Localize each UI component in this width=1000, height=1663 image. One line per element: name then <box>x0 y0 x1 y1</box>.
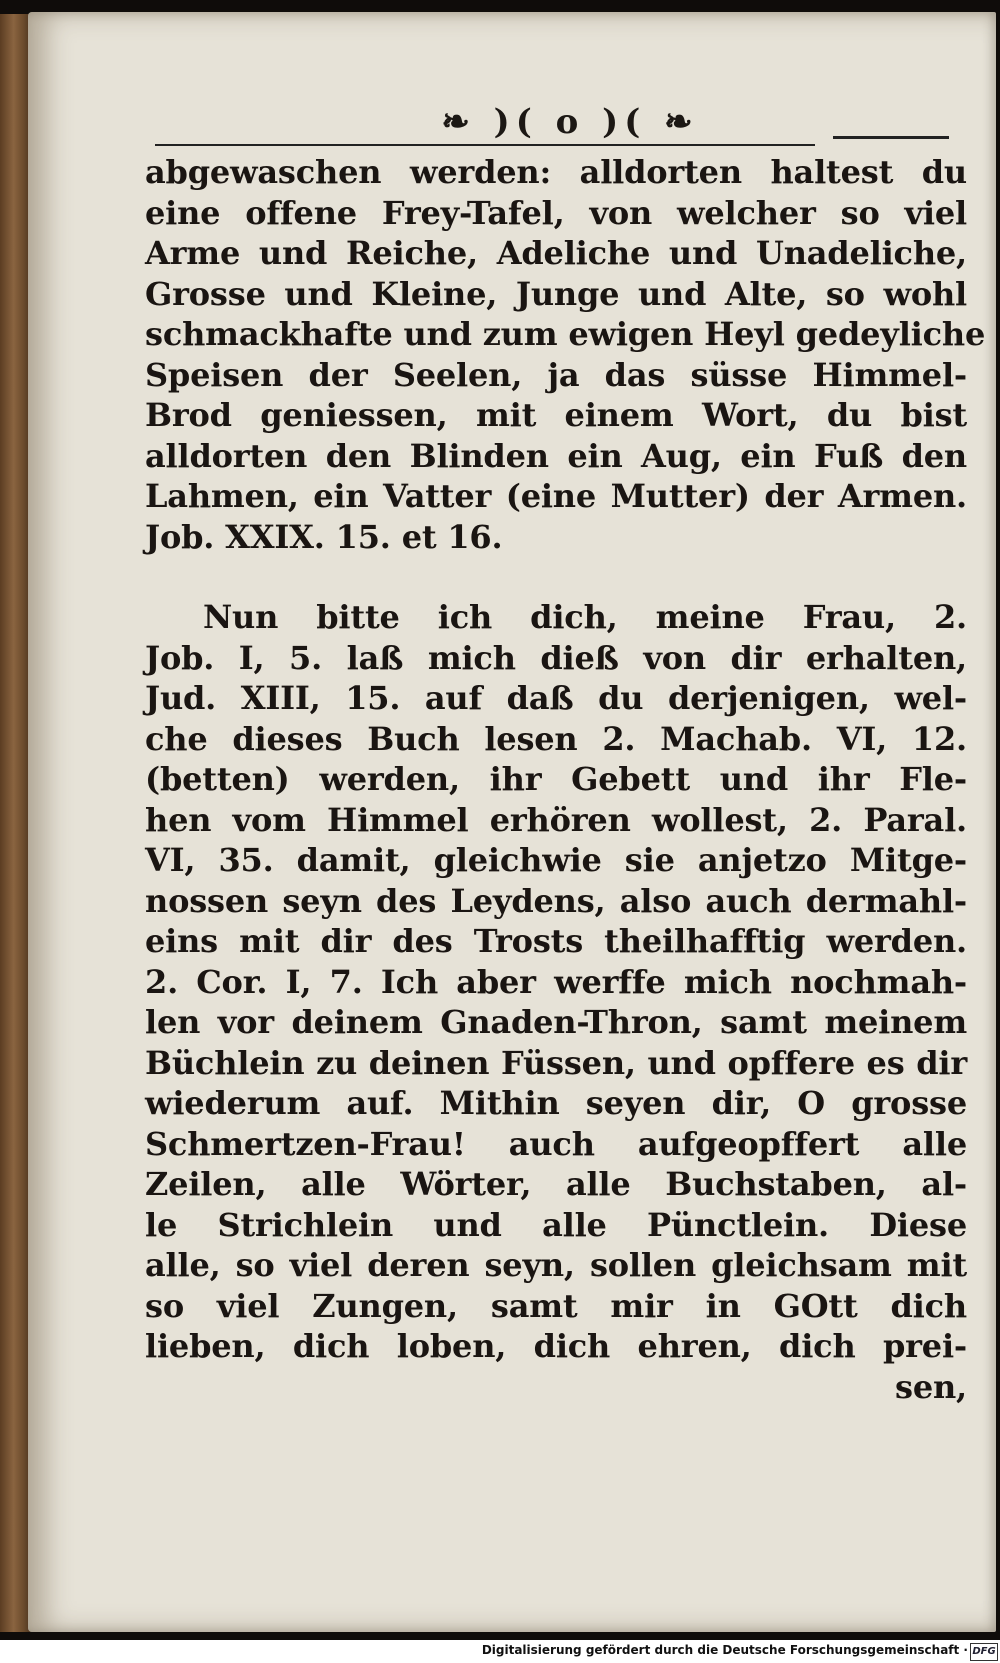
text-line: eine offene Frey-Tafel, von welcher so viel <box>145 193 967 232</box>
text-line: lieben, dich loben, dich ehren, dich prei- <box>145 1327 967 1365</box>
text-line: Brod geniessen, mit einem Wort, du bist <box>145 396 967 434</box>
text-line: Speisen der Seelen, ja das süsse Himmel- <box>145 355 967 394</box>
paragraph-gap <box>145 557 967 597</box>
text-line: hen vom Himmel erhören wollest, 2. Paral. <box>145 800 967 839</box>
text-line: Büchlein zu deinen Füssen, und opffere es dir <box>145 1043 967 1082</box>
text-line: alle, so viel deren seyn, sollen gleichsam mit <box>145 1246 967 1284</box>
text-line: len vor deinem Gnaden-Thron, samt meinem <box>145 1003 967 1041</box>
header-rule <box>155 144 815 146</box>
text-line: Zeilen, alle Wörter, alle Buchstaben, al- <box>145 1165 967 1203</box>
catchword: sen, <box>895 1367 967 1406</box>
text-line: (betten) werden, ihr Gebett und ihr Fle- <box>145 760 967 798</box>
text-line: wiederum auf. Mithin seyen dir, O grosse <box>145 1084 967 1122</box>
text-line: nossen seyn des Leydens, also auch dermahl- <box>145 881 967 920</box>
dfg-logo-icon: DFG <box>970 1643 998 1661</box>
text-line: eins mit dir des Trosts theilhafftig werden. <box>145 922 967 960</box>
text-line: Job. XXIX. 15. et 16. <box>145 517 503 556</box>
text-line: Grosse und Kleine, Junge und Alte, so wohl <box>145 274 967 313</box>
text-line: Jud. XIII, 15. auf daß du derjenigen, wel- <box>145 679 967 717</box>
text-line: abgewaschen werden: alldorten haltest du <box>145 153 967 191</box>
paragraph-1 <box>145 152 986 557</box>
header-rule-right <box>833 136 949 139</box>
text-line: so viel Zungen, samt mir in GOtt dich <box>145 1286 967 1325</box>
text-line: Nun bitte ich dich, meine Frau, 2. <box>203 598 967 636</box>
text-line: Arme und Reiche, Adeliche und Unadeliche, <box>145 234 967 272</box>
page-header <box>125 102 960 148</box>
text-line: 2. Cor. I, 7. Ich aber werffe mich nochmah- <box>145 962 967 1001</box>
text-line: schmackhafte und zum ewigen Heyl gedeyliche <box>145 315 986 353</box>
paragraph-2 <box>145 597 967 1407</box>
header-ornament: ❧ )( o )( ❧ <box>441 102 699 142</box>
text-line: Job. I, 5. laß mich dieß von dir erhalten, <box>145 638 967 677</box>
funding-credit: Digitalisierung gefördert durch die Deutsche Forschungsgemeinschaft · <box>481 1643 968 1657</box>
digitization-footer <box>0 1640 1000 1663</box>
text-line: le Strichlein und alle Pünctlein. Diese <box>145 1205 967 1244</box>
text-line: che dieses Buch lesen 2. Machab. VI, 12. <box>145 719 967 758</box>
page-body <box>145 152 986 1407</box>
text-line: alldorten den Blinden ein Aug, ein Fuß den <box>145 436 967 475</box>
text-line: Lahmen, ein Vatter (eine Mutter) der Armen. <box>145 477 967 515</box>
text-line: Schmertzen-Frau! auch aufgeopffert alle <box>145 1124 967 1163</box>
text-line: VI, 35. damit, gleichwie sie anjetzo Mitge- <box>145 841 967 879</box>
